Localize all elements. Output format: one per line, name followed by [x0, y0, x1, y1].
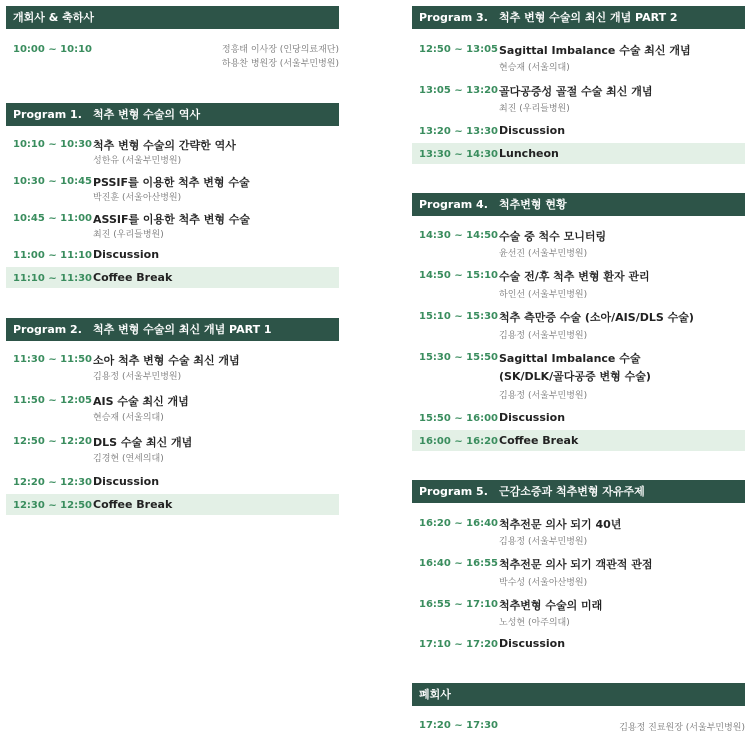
p4-item5-time: 15:50 ~ 16:00 [419, 413, 499, 424]
p2-item1-speaker: 김용정 (서울부민병원) [93, 372, 182, 382]
p4-item4-time: 15:30 ~ 15:50 [419, 352, 499, 363]
closing-header [412, 683, 745, 706]
program2-title: 척추 변형 수술의 최신 개념 PART 1 [93, 323, 272, 336]
p4-item2-speaker: 하인선 (서울부민병원) [499, 290, 588, 300]
p4-item1-time: 14:30 ~ 14:50 [419, 230, 499, 241]
program4-title: 척추변형 현황 [499, 198, 567, 211]
program5-title: 근감소증과 척추변형 자유주제 [499, 485, 645, 498]
closing-header-text: 폐회사 [419, 688, 451, 701]
p5-item1-speaker: 김용정 (서울부민병원) [499, 537, 588, 547]
opening-header-text: 개회사 & 축하사 [13, 11, 95, 24]
opening-header [6, 6, 339, 29]
p1-item4-time: 11:00 ~ 11:10 [13, 250, 93, 261]
p3-item1-title: Sagittal Imbalance 수술 최신 개념 [499, 44, 691, 57]
p3-item3-time: 13:20 ~ 13:30 [419, 126, 499, 137]
p5-item3-time: 16:55 ~ 17:10 [419, 599, 499, 610]
p2-item3-speaker: 김경현 (연세의대) [93, 454, 164, 464]
p2-item1-title: 소아 척추 변형 수술 최신 개념 [93, 354, 240, 367]
p2-item5-title: Coffee Break [93, 498, 173, 511]
p3-item3-title: Discussion [499, 124, 566, 137]
p5-item1-title: 척추전문 의사 되기 40년 [499, 518, 622, 531]
p4-item4-title: Sagittal Imbalance 수술 [499, 352, 641, 365]
p4-item1-speaker: 윤선진 (서울부민병원) [499, 249, 588, 259]
p5-item2-time: 16:40 ~ 16:55 [419, 558, 499, 569]
p2-item2-speaker: 현승재 (서울의대) [93, 413, 164, 423]
program3-header [412, 6, 745, 29]
program5-number: Program 5. [419, 485, 488, 498]
p2-item4-title: Discussion [93, 475, 160, 488]
p2-item2-time: 11:50 ~ 12:05 [13, 395, 93, 406]
program1-title: 척추 변형 수술의 역사 [93, 108, 201, 121]
p4-item2-title: 수술 전/후 척추 변형 환자 관리 [499, 270, 650, 283]
p1-item5-time: 11:10 ~ 11:30 [13, 273, 93, 284]
p3-item1-time: 12:50 ~ 13:05 [419, 44, 499, 55]
p1-item1-time: 10:10 ~ 10:30 [13, 139, 93, 150]
p5-item3-title: 척추변형 수술의 미래 [499, 599, 603, 612]
right-column [412, 0, 745, 740]
p3-item4-time: 13:30 ~ 14:30 [419, 149, 499, 160]
p1-item1-title: 척추 변형 수술의 간략한 역사 [93, 139, 236, 152]
p5-item4-title: Discussion [499, 637, 566, 650]
closing-time: 17:20 ~ 17:30 [419, 720, 499, 731]
p4-item3-speaker: 김용정 (서울부민병원) [499, 331, 588, 341]
p4-item4-speaker: 김용정 (서울부민병원) [499, 391, 588, 401]
p3-item4-title: Luncheon [499, 147, 559, 160]
p5-item2-title: 척추전문 의사 되기 객관적 관점 [499, 558, 653, 571]
p4-item5-title: Discussion [499, 411, 566, 424]
opening-speaker-2: 하용찬 병원장 (서울부민병원) [221, 59, 339, 69]
p2-item3-title: DLS 수술 최신 개념 [93, 436, 193, 449]
p1-item2-speaker: 박진훈 (서울아산병원) [93, 193, 182, 203]
p1-item1-speaker: 성한유 (서울부민병원) [93, 156, 182, 166]
p4-item1-title: 수술 중 척수 모니터링 [499, 230, 607, 243]
p4-item3-time: 15:10 ~ 15:30 [419, 311, 499, 322]
p1-item4-title: Discussion [93, 248, 160, 261]
p1-item2-time: 10:30 ~ 10:45 [13, 176, 93, 187]
program4-header [412, 193, 745, 216]
program2-header [6, 318, 339, 341]
p5-item1-time: 16:20 ~ 16:40 [419, 518, 499, 529]
p4-item2-time: 14:50 ~ 15:10 [419, 270, 499, 281]
program3-title: 척추 변형 수술의 최신 개념 PART 2 [499, 11, 678, 24]
p3-item2-title: 골다공증성 골절 수술 최신 개념 [499, 85, 653, 98]
program3-number: Program 3. [419, 11, 488, 24]
p5-item4-time: 17:10 ~ 17:20 [419, 639, 499, 650]
p1-item2-title: PSSIF를 이용한 척추 변형 수술 [93, 176, 250, 189]
p2-item2-title: AIS 수술 최신 개념 [93, 395, 189, 408]
p4-item6-time: 16:00 ~ 16:20 [419, 436, 499, 447]
program5-header [412, 480, 745, 503]
program2-number: Program 2. [13, 323, 82, 336]
p5-item2-speaker: 박수성 (서울아산병원) [499, 578, 588, 588]
p4-item4-title-line2: (SK/DLK/골다공증 변형 수술) [499, 370, 651, 383]
p1-item3-speaker: 최진 (우리들병원) [93, 230, 164, 240]
p3-item2-time: 13:05 ~ 13:20 [419, 85, 499, 96]
p1-item5-title: Coffee Break [93, 271, 173, 284]
p2-item4-time: 12:20 ~ 12:30 [13, 477, 93, 488]
p1-item3-title: ASSIF를 이용한 척추 변형 수술 [93, 213, 251, 226]
program1-header [6, 103, 339, 126]
opening-speaker-1: 정흥태 이사장 (인당의료재단) [221, 45, 339, 55]
p3-item1-speaker: 현승재 (서울의대) [499, 63, 570, 73]
p2-item5-time: 12:30 ~ 12:50 [13, 500, 93, 511]
p2-item3-time: 12:50 ~ 12:20 [13, 436, 93, 447]
closing-speaker: 김용정 진료원장 (서울부민병원) [619, 723, 745, 733]
program4-number: Program 4. [419, 198, 488, 211]
p4-item3-title: 척추 측만증 수술 (소아/AIS/DLS 수술) [499, 311, 694, 324]
p5-item3-speaker: 노성현 (아주의대) [499, 618, 570, 628]
left-column [6, 0, 339, 740]
p1-item3-time: 10:45 ~ 11:00 [13, 213, 93, 224]
p2-item1-time: 11:30 ~ 11:50 [13, 354, 93, 365]
p3-item2-speaker: 최진 (우리들병원) [499, 104, 570, 114]
program1-number: Program 1. [13, 108, 82, 121]
opening-time: 10:00 ~ 10:10 [13, 44, 93, 55]
p4-item6-title: Coffee Break [499, 434, 579, 447]
